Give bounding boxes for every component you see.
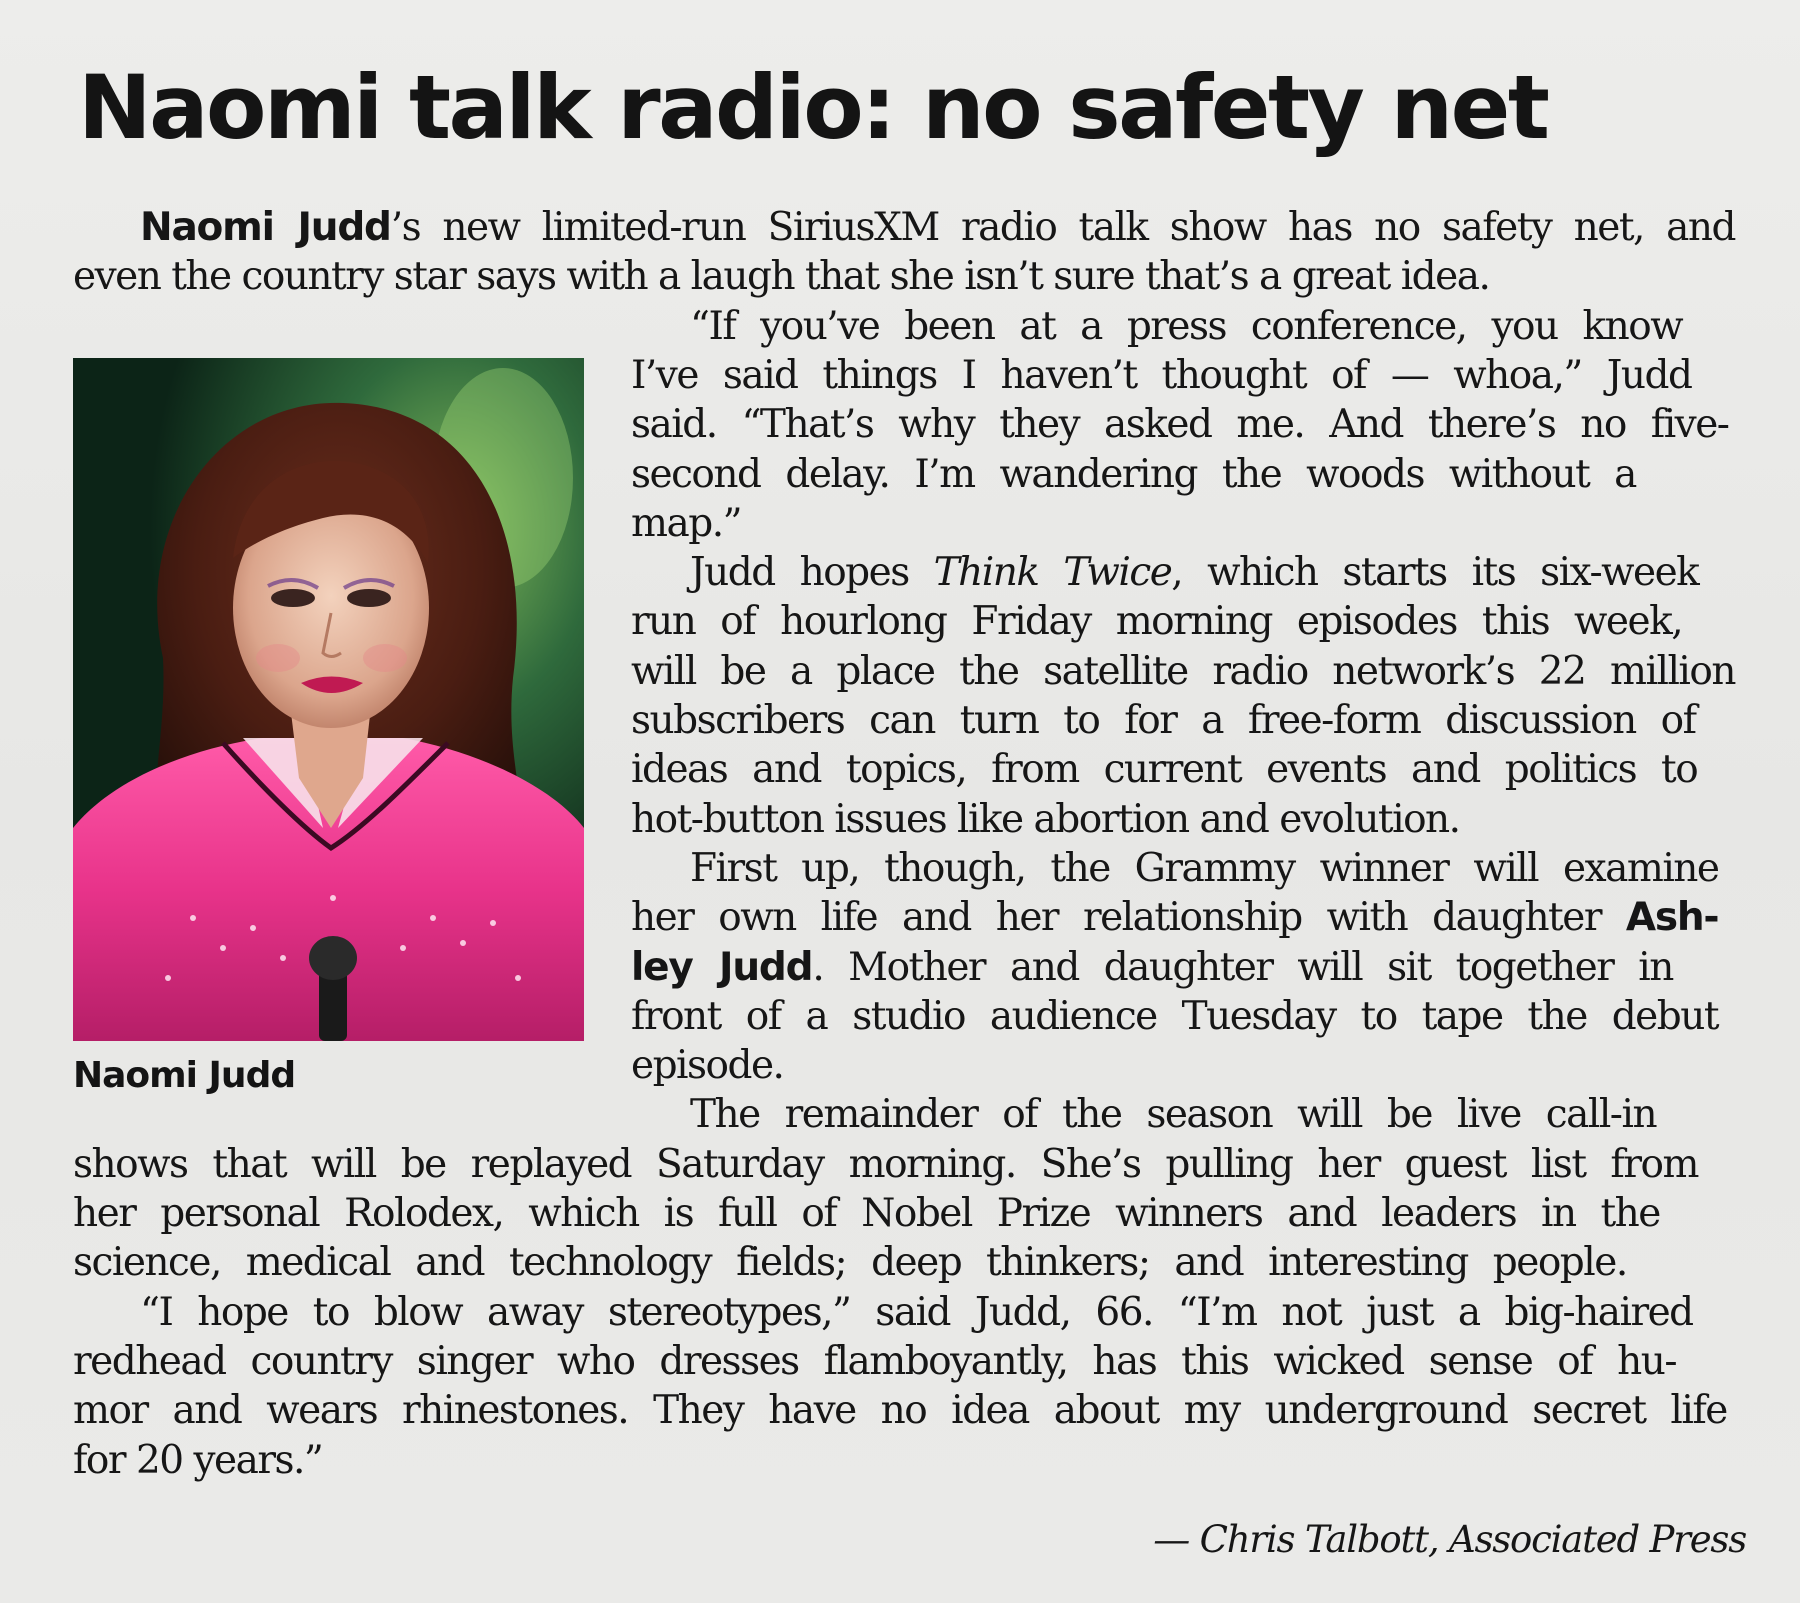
text-run: map.” xyxy=(631,500,742,546)
body-line xyxy=(631,352,1692,398)
body-line xyxy=(690,550,1699,596)
text-run: hot-button issues like abortion and evolution. xyxy=(631,796,1460,842)
body-line xyxy=(631,1043,784,1089)
text-run: front of a studio audience Tuesday to tape the debut xyxy=(631,993,1719,1039)
italic-title: Think Twice xyxy=(933,550,1172,596)
text-run: second delay. I’m wandering the woods without a xyxy=(631,451,1636,497)
body-line xyxy=(631,895,1719,941)
text-run: First up, though, the Grammy winner will examine xyxy=(690,845,1719,891)
headline: Naomi talk radio: no safety net xyxy=(78,56,1548,159)
body-line xyxy=(631,402,1729,448)
text-run: shows that will be replayed Saturday morning. She’s pulling her guest list from xyxy=(73,1141,1698,1187)
text-run: will be a place the satellite radio network’s 22 million xyxy=(631,648,1735,694)
text-run: ideas and topics, from current events and politics to xyxy=(631,747,1698,793)
bold-name: Ash- xyxy=(1625,895,1719,941)
body-line xyxy=(690,303,1683,349)
body-line xyxy=(73,1191,1660,1236)
text-run: “I hope to blow away stereotypes,” said Judd, 66. “I’m not just a big-haired xyxy=(140,1289,1693,1335)
body-line xyxy=(73,1388,1727,1434)
text-run: even the country star says with a laugh that she isn’t sure that’s a great idea. xyxy=(73,254,1490,300)
body-line xyxy=(631,944,1673,990)
text-run: for 20 years.” xyxy=(73,1437,323,1483)
text-run: said. “That’s why they asked me. And there’s no five- xyxy=(631,402,1729,448)
text-run: redhead country singer who dresses flamboyantly, has this wicked sense of hu- xyxy=(73,1338,1677,1384)
photo-naomi-judd xyxy=(73,358,584,1041)
text-run: I’ve said things I haven’t thought of — whoa,” Judd xyxy=(631,352,1692,398)
photo-illustration xyxy=(73,358,584,1041)
body-line xyxy=(631,796,1460,842)
body-line xyxy=(73,254,1490,300)
body-line xyxy=(73,1141,1698,1187)
text-run: , which starts its six-week xyxy=(1171,550,1699,596)
body-line xyxy=(690,1092,1657,1138)
body-line xyxy=(631,648,1735,694)
text-run: episode. xyxy=(631,1043,784,1089)
body-line xyxy=(631,451,1636,497)
body-line xyxy=(690,845,1719,891)
text-run: subscribers can turn to for a free-form discussion of xyxy=(631,698,1696,743)
text-run: her own life and her relationship with daughter xyxy=(631,895,1626,941)
text-run: ’s new limited-run SiriusXM radio talk show has no safety net, and xyxy=(390,205,1735,250)
text-run: . Mother and daughter will sit together in xyxy=(812,944,1673,990)
body-line xyxy=(631,993,1719,1039)
body-line xyxy=(73,1338,1677,1384)
bold-name: Naomi Judd xyxy=(140,205,391,250)
bold-name: ley Judd xyxy=(631,944,813,990)
photo-caption: Naomi Judd xyxy=(73,1055,296,1096)
text-run: her personal Rolodex, which is full of Nobel Prize winners and leaders in the xyxy=(73,1191,1660,1236)
body-line xyxy=(140,1289,1693,1335)
body-line xyxy=(73,1437,323,1483)
body-line xyxy=(140,205,1735,250)
text-run: mor and wears rhinestones. They have no idea about my underground secret life xyxy=(73,1388,1727,1434)
text-run: science, medical and technology fields; deep thinkers; and interesting people. xyxy=(73,1240,1627,1286)
body-line xyxy=(631,747,1698,793)
text-run: “If you’ve been at a press conference, you know xyxy=(690,303,1683,349)
body-line xyxy=(631,698,1696,743)
text-run: run of hourlong Friday morning episodes this week, xyxy=(631,599,1683,645)
text-run: The remainder of the season will be live call-in xyxy=(690,1092,1657,1138)
body-line xyxy=(73,1240,1627,1286)
body-line xyxy=(631,599,1683,645)
byline: — Chris Talbott, Associated Press xyxy=(1153,1518,1746,1561)
body-line xyxy=(631,500,742,546)
text-run: Judd hopes xyxy=(690,550,934,596)
